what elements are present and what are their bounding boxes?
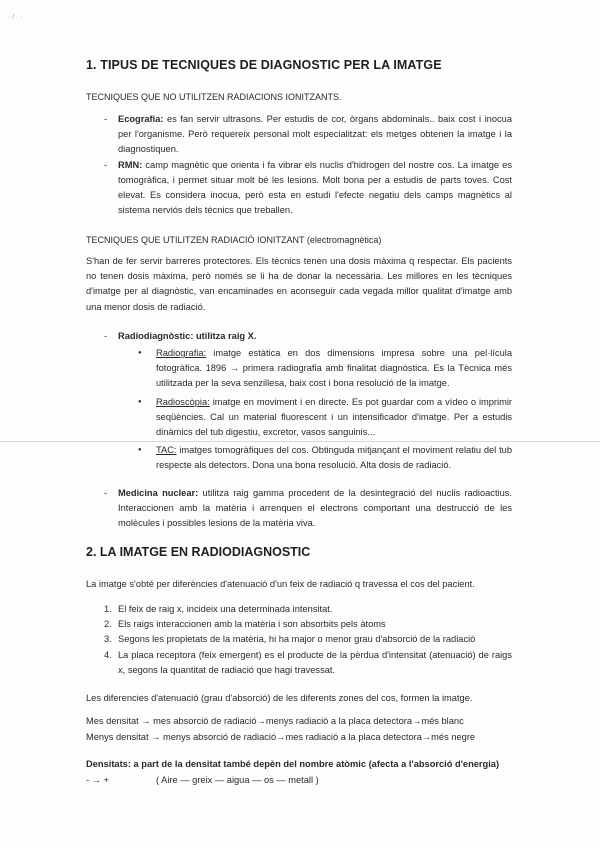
list-item-nuclear-medicine: - Medicina nuclear: utilitza raig gamma procedent de la desintegració del nuclis radioactius. Interaccionen amb la matèria i arrenquen el electrons comportant una destrucció de les molècules i possibles lesions de la matèria viva. xyxy=(104,486,512,532)
sublist-item-tac: ● TAC: imatges tomogràfiques del cos. Obtinguda mitjançant el moviment relatiu del tub respecte als detectors. Dona una bona resolució. Alta dosis de radiació. xyxy=(132,443,512,473)
sublist-item-radioscopia: ● Radioscòpia: imatge en moviment i en directe. Es pot guardar com a vídeo o imprimir seqüències. Cal un material fluorescent i un intensificador d'imatge. Per a estudis dinàmics del tub digestiu, excretor, vasos sanguinis... xyxy=(132,395,512,441)
subheading-ionizing: TECNIQUES QUE UTILITZEN RADIACIÓ IONITZANT (electromagnètica) xyxy=(86,235,382,245)
nuclear-medicine-list xyxy=(104,486,512,532)
section-2-intro: La imatge s'obté per diferències d'atenuació d'un feix de radiació q travessa el cos del pacient. xyxy=(86,579,475,589)
step-item: 4. La placa receptora (feix emergent) es el producte de la pèrdua d'intensitat (atenuació) de raigs x, segons la quantitat de radiació que hagi travessat. xyxy=(104,649,512,675)
section-2-title: 2. LA IMATGE EN RADIODIAGNOSTIC xyxy=(86,545,311,559)
attenuation-differences: Les diferencies d'atenuació (grau d'absorció) de les diferents zones del cos, formen la imatge. xyxy=(86,693,473,703)
scan-artifact: ·/ · xyxy=(8,14,25,21)
radiodiagnostic-list xyxy=(104,329,512,344)
section-1-title: 1. TIPUS DE TECNIQUES DE DIAGNOSTIC PER LA IMATGE xyxy=(86,58,442,72)
density-more-line: Mes densitat → mes absorció de radiació→menys radiació a la placa detectora→més blanc xyxy=(86,716,464,726)
subheading-no-ionizing: TECNIQUES QUE NO UTILITZEN RADIACIONS IONITZANTS. xyxy=(86,92,342,102)
sublist-item-radiografia: ● Radiografia: imatge estàtica en dos dimensions impresa sobre una pel·lícula fotogràfica. 1896 → primera radiografia amb finalitat diagnòstica. Es la Tècnica més utilitzada per la seva senzillesa, baix cost i bona resolució de la imatge. xyxy=(132,346,512,392)
step-item: 1. El feix de raig x, incideix una determinada intensitat. xyxy=(104,604,333,614)
step-item: 2. Els raigs interaccionen amb la matèria i son absorbits pels àtoms xyxy=(104,619,386,630)
list-item-radiodiagnostic: - Radiodiagnòstic: utilitza raig X. xyxy=(104,329,512,344)
steps-list xyxy=(104,602,512,678)
list-item-rmn: - RMN: camp magnètic que orienta i fa vibrar els nuclis d'hidrogen del nostre cos. La imatge es tomogràfica, i permet situar molt bé les lesions. Molt bona per a estudis de parts toves. Cost elevat. Es considera inocua, però esta en estudi l'efecte negatiu dels camps magnètics al sistema nerviós dels tècnics que treballen. xyxy=(104,158,512,219)
radiodiagnostic-sublist xyxy=(132,346,512,477)
step-item: 3. Segons les propietats de la matèria, hi ha major o menor grau d'absorció de la radiació xyxy=(104,634,476,645)
density-scale-right: ( Aire — greix — aigua — os — metall ) xyxy=(156,775,319,785)
no-ionizing-list xyxy=(104,112,512,218)
densities-heading: Densitats: a part de la densitat també depèn del nombre atòmic (afecta a l'absorció d'energia) xyxy=(86,759,500,769)
list-item-ecografia: - Ecografia: es fan servir ultrasons. Per estudis de cor, òrgans abdominals.. baix cost i inocua per l'organisme. Però requereix personal molt especialitzat: els metges obtenen la imatge i la diagnostiquen. xyxy=(104,112,512,158)
ionizing-paragraph: S'han de fer servir barreres protectores. Els tècnics tenen una dosis màxima q respectar. Els pacients no tenen dosis màxima, però només se li ha de donar la necessària. Les millores en les tècniques d'imatge per al diagnòstic, van encaminades en aconseguir cada vegada millor qualitat d'imatge amb una menor dosis de radiació. xyxy=(86,256,512,312)
density-less-line: Menys densitat → menys absorció de radiació→mes radiació a la placa detectora→més negre xyxy=(86,732,476,742)
density-scale-left: - → + xyxy=(86,775,109,785)
